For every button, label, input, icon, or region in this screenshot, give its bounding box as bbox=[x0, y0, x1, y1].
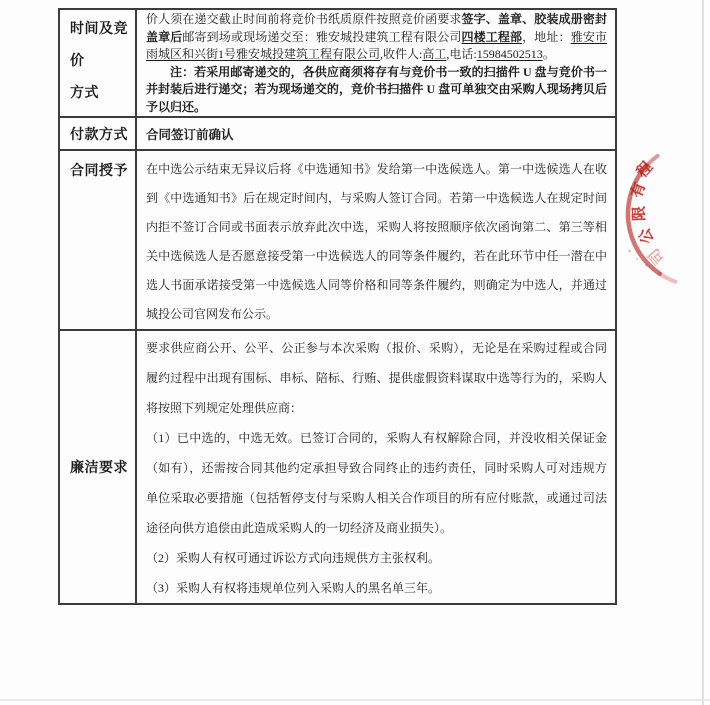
text-segment: ,电话: bbox=[446, 47, 477, 61]
text-segment: 签字、盖章、胶装成册密封盖章后 bbox=[146, 12, 607, 44]
text-segment: （1）已中选的，中选无效。已签订合同的，采购人有权解除合同，并没收相关保证金（如有），还需按合同其他约定承担导致合同终止的违约责任，同时采购人可对违规方单位采取必要措施（包括暂停支付与采购人相关合作项目的所有应付账款，或通过司法途径向供方追偿由此造成采购人的一切经济及商业损失）。 bbox=[146, 431, 607, 535]
row-content-delivery-method bbox=[136, 9, 616, 117]
paragraph-item-1 bbox=[146, 423, 607, 543]
seal-ink-speck bbox=[645, 264, 648, 266]
table-row-integrity-requirements bbox=[59, 330, 616, 604]
paragraph bbox=[146, 11, 607, 64]
row-label-text: 合同授予 bbox=[70, 164, 128, 179]
seal-ink-speck bbox=[636, 258, 638, 260]
table-row-contract-award bbox=[59, 150, 616, 330]
row-content-integrity-requirements bbox=[136, 330, 616, 604]
text-segment: 要求供应商公开、公平、公正参与本次采购（报价、采购），无论是在采购过程或合同履约过程中出现有围标、串标、陪标、行贿、提供虚假资料谋取中选等行为的，采购人将按照下列规定处理供应商： bbox=[146, 341, 607, 415]
text-segment: ,收件人: bbox=[380, 47, 423, 61]
paragraph-item-3 bbox=[146, 573, 607, 603]
seal-character: 有 bbox=[628, 180, 650, 201]
seal-character: 程 bbox=[634, 159, 657, 182]
row-content-contract-award bbox=[136, 150, 616, 330]
row-label-text: 廉洁要求 bbox=[70, 461, 128, 476]
text-segment: 雅安市雨城区和兴街1号雅安城投建筑工程有限公司 bbox=[146, 29, 607, 61]
paragraph bbox=[146, 125, 607, 143]
row-content-payment-method bbox=[136, 117, 616, 150]
row-label-contract-award bbox=[59, 150, 136, 330]
paragraph bbox=[146, 155, 607, 329]
row-label-delivery-method bbox=[59, 9, 136, 117]
text-segment: ，地址： bbox=[522, 29, 571, 44]
text-segment: （3）采购人有权将违规单位列入采购人的黑名单三年。 bbox=[146, 581, 441, 595]
paragraph-item-2 bbox=[146, 543, 607, 573]
paragraph bbox=[146, 333, 607, 423]
seal-character: 司 bbox=[646, 244, 669, 267]
row-label-payment-method bbox=[59, 117, 136, 150]
text-segment: 四楼工程部 bbox=[461, 29, 523, 44]
paragraph-note bbox=[146, 64, 607, 117]
text-segment: 在中选公示结束无异议后将《中选通知书》发给第一中选候选人。第一中选候选人在收到《中选通知书》后在规定时间内，与采购人签订合同。若第一中选候选人在规定时间内拒不签订合同或书面表示放弃此次中选，采购人将按照顺序依次函询第二、第三等相关中选候选人是否愿意接受第一中选候选人的同等条件履约，若在此环节中任一潜在中选人书面承诺接受第一中选候选人同等价格和同等条件履约，则确定为中选人，并通过城投公司官网发布公示。 bbox=[146, 162, 607, 321]
text-segment: 价人须在递交截止时间前将竞价书纸质原件按照竞价函要求 bbox=[146, 12, 462, 26]
text-segment: 注：若采用邮寄递交的，各供应商须将存有与竞价书一致的扫描件 U 盘与竞价书一并封装后进行递交；若为现场递交的，竞价书扫描件 U 盘可单独交由采购人现场拷贝后予以归还。 bbox=[146, 64, 607, 114]
text-segment: 邮寄到场或现场递交至：雅安城投建筑工程有限公司 bbox=[182, 29, 462, 44]
seal-character: 公 bbox=[636, 225, 658, 246]
row-label-text: 时间及竞价 bbox=[70, 22, 128, 69]
text-segment: 高工 bbox=[422, 47, 447, 61]
text-segment: 15984502513 bbox=[476, 47, 543, 61]
row-label-text: 方式 bbox=[70, 86, 99, 101]
scan-page-edge-right bbox=[702, 0, 704, 705]
table-row-delivery-method bbox=[59, 9, 616, 117]
text-segment: 。 bbox=[542, 47, 555, 61]
row-label-text: 付款方式 bbox=[70, 127, 128, 143]
text-segment: （2）采购人有权可通过诉讼方式向违规供方主张权利。 bbox=[146, 551, 441, 565]
text-segment: 合同签订前确认 bbox=[146, 127, 234, 142]
seal-character: 限 bbox=[631, 205, 649, 222]
table-row-payment-method bbox=[59, 117, 616, 150]
row-label-integrity-requirements bbox=[59, 330, 136, 604]
seal-ink-speck bbox=[628, 250, 631, 252]
scan-page-edge-bottom bbox=[0, 699, 710, 701]
procurement-terms-table bbox=[58, 8, 617, 605]
